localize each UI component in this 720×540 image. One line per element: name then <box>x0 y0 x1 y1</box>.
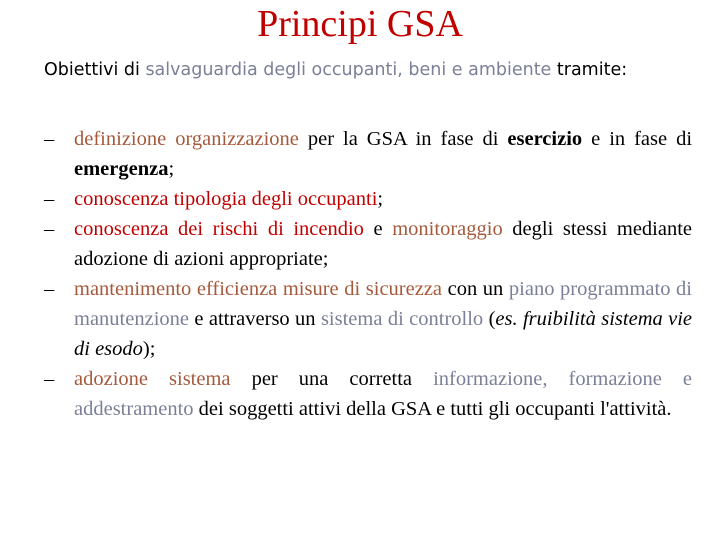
text-span: mantenimento efficienza misure di sicurezza <box>74 278 443 300</box>
dash-marker: – <box>44 188 55 210</box>
text-span: adozione sistema <box>74 368 231 390</box>
bullet-item <box>44 124 692 184</box>
slide-title: Principi GSA <box>257 3 463 45</box>
text-span: sistema di controllo <box>320 308 484 330</box>
text-bold: emergenza <box>74 158 169 180</box>
text-span: monitoraggio <box>392 218 503 240</box>
dash-marker: – <box>44 368 55 390</box>
text-span: definizione <box>74 128 167 150</box>
text-span: e in fase di <box>591 128 693 150</box>
subtitle-part: Obiettivi di <box>44 60 140 80</box>
bullet-item <box>44 184 692 214</box>
text-span: ); <box>142 338 156 360</box>
text-span: e <box>373 218 383 240</box>
text-span: conoscenza dei rischi di incendio <box>74 218 364 240</box>
bullet-item <box>44 364 692 424</box>
subtitle-highlight: salvaguardia degli occupanti, beni e ambiente <box>145 60 552 80</box>
text-span: ; <box>377 188 384 210</box>
text-span: conoscenza tipologia degli occupanti <box>74 188 378 210</box>
text-span: con un <box>447 278 504 300</box>
text-span: per la GSA in fase di <box>307 128 499 150</box>
text-span: dei soggetti attivi della GSA e tutti gli occupanti l'attività. <box>198 398 672 420</box>
text-span: piano programmato di manutenzione <box>74 278 693 330</box>
text-bold: esercizio <box>507 128 583 150</box>
text-span: per una corretta <box>251 368 413 390</box>
bullet-item <box>44 214 692 274</box>
dash-marker: – <box>44 218 55 240</box>
text-span: organizzazione <box>175 128 299 150</box>
text-span: ( <box>488 308 496 330</box>
text-span: e attraverso un <box>194 308 316 330</box>
slide-subtitle <box>44 57 704 83</box>
dash-marker: – <box>44 278 55 300</box>
text-span: ; <box>168 158 175 180</box>
bullet-list <box>44 124 692 424</box>
text-italic: es. fruibilità sistema vie di esodo <box>74 308 693 360</box>
text-span: degli stessi mediante adozione di azioni appropriate; <box>74 218 693 270</box>
dash-marker: – <box>44 128 55 150</box>
text-span: informazione, formazione e addestramento <box>74 368 693 420</box>
subtitle-part: tramite: <box>556 60 628 80</box>
bullet-item <box>44 274 692 364</box>
